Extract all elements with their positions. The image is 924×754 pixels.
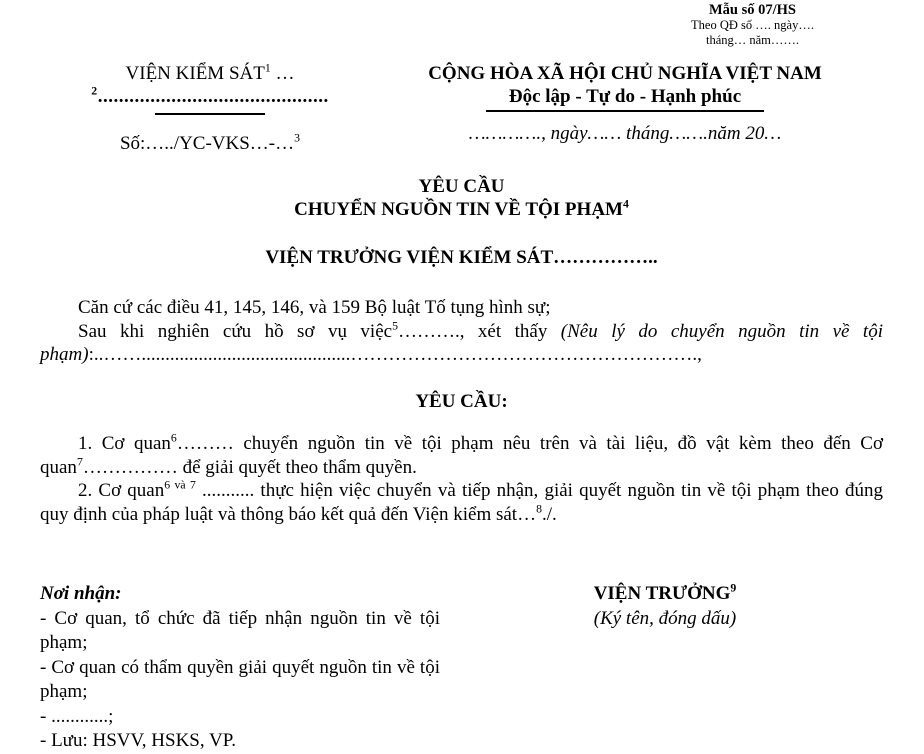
- requirements-heading: YÊU CẦU:: [415, 390, 508, 412]
- document-number: Số:…../YC-VKS…-…$^3$: [119, 131, 301, 154]
- recipient-item: - Cơ quan có thẩm quyền giải quyết nguồn tin về tội phạm;: [40, 656, 440, 702]
- signature-block: [510, 582, 820, 631]
- footer-row: [40, 582, 883, 754]
- recipient-item: - Lưu: HSVV, HSKS, VP.: [40, 730, 236, 751]
- recipients-block: [40, 582, 440, 754]
- agency-name: VIỆN KIỂM SÁT$^1$ …: [125, 61, 295, 84]
- header-row: [40, 62, 883, 155]
- recipient-item: - ............;: [40, 705, 114, 727]
- national-motto: Độc lập - Tự do - Hạnh phúc: [508, 86, 742, 107]
- form-number: Mẫu số 07/HS: [708, 2, 796, 18]
- consideration-paragraph: Sau khi nghiên cứu hồ sơ vụ việc$^5$………., xét thấy (Nêu lý do chuyển nguồn tin về tội phạm):..……............................................……………………………………………….,: [40, 319, 883, 365]
- document-title-line1: YÊU CẦU: [418, 176, 505, 197]
- motto-divider: [486, 110, 764, 112]
- recipient-item: - Cơ quan, tổ chức đã tiếp nhận nguồn tin về tội phạm;: [40, 607, 440, 653]
- national-header-block: [405, 62, 845, 145]
- requirement-2: 2. Cơ quan$^{6 và 7}$ ........... thực hiện việc chuyển và tiếp nhận, giải quyết nguồn tin về tội phạm theo đúng quy định của pháp luật và thông báo kết quả đến Viện kiểm sát…$^8$./.: [40, 478, 883, 525]
- issuing-agency-block: [70, 62, 350, 155]
- signature-title: VIỆN TRƯỞNG$^9$: [593, 581, 737, 604]
- agency-divider: [155, 113, 265, 115]
- country-name: CỘNG HÒA XÃ HỘI CHỦ NGHĨA VIỆT NAM: [428, 63, 822, 84]
- agency-fill-line: $^2$............................................: [91, 84, 329, 107]
- form-ref-line2: tháng… năm…….: [705, 33, 800, 47]
- legal-basis-paragraph: Căn cứ các điều 41, 145, 146, và 159 Bộ luật Tố tụng hình sự;: [78, 297, 551, 318]
- signature-note: (Ký tên, đóng dấu): [593, 607, 737, 629]
- form-reference-block: [645, 3, 860, 48]
- recipients-label: Nơi nhận:: [40, 583, 122, 604]
- requirement-1: 1. Cơ quan$^6$……… chuyển nguồn tin về tội phạm nêu trên và tài liệu, đồ vật kèm theo đến Cơ quan$^7$…………… để giải quyết theo thẩm quyền.: [40, 431, 883, 478]
- addressee-line: VIỆN TRƯỞNG VIỆN KIỂM SÁT……………..: [265, 247, 658, 268]
- document-title-line2: CHUYỂN NGUỒN TIN VỀ TỘI PHẠM$^4$: [294, 197, 629, 220]
- form-ref-line1: Theo QĐ số …. ngày….: [691, 18, 814, 32]
- document-body: [40, 296, 883, 526]
- title-block: [40, 175, 883, 269]
- date-line: …………., ngày…… tháng…….năm 20…: [468, 123, 782, 144]
